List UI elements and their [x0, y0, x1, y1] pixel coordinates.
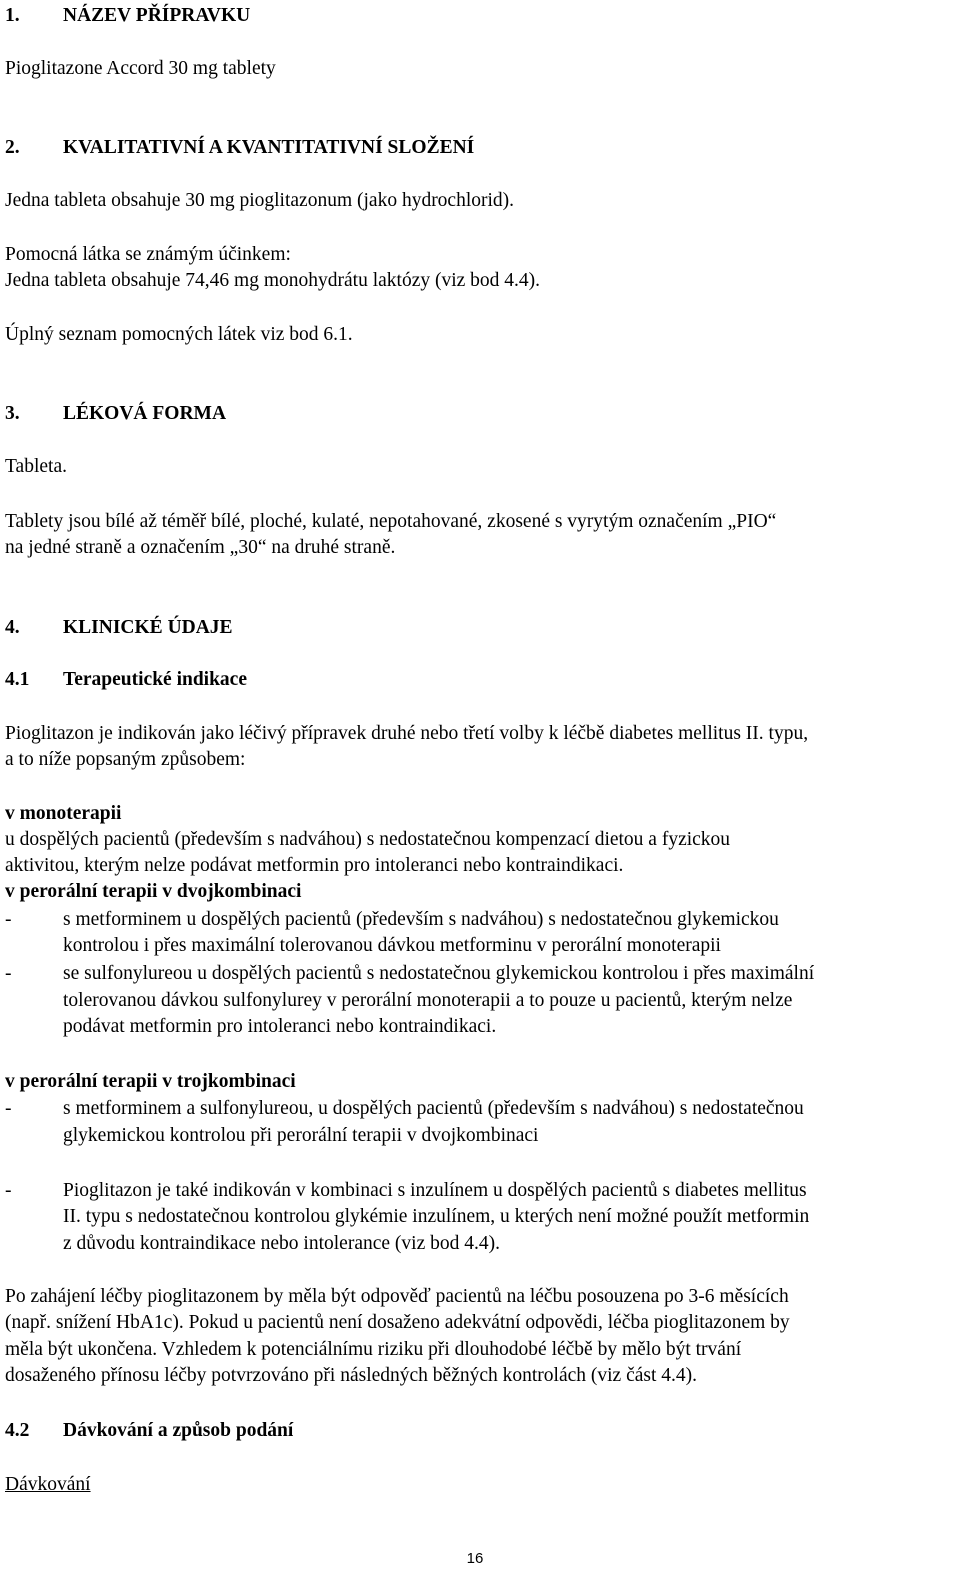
tablet-description-line-1: Tablety jsou bílé až téměř bílé, ploché, kulaté, nepotahované, zkosené s vyrytým označením „PIO“	[5, 511, 777, 532]
assessment-line-3: měla být ukončena. Vzhledem k potenciálnímu riziku při dlouhodobé léčbě by mělo být trvání	[5, 1339, 742, 1360]
dual-therapy-heading: v perorální terapii v dvojkombinaci	[5, 881, 302, 902]
list-dash: -	[5, 963, 12, 984]
product-name: Pioglitazone Accord 30 mg tablety	[5, 58, 276, 79]
indication-intro-line-1: Pioglitazon je indikován jako léčivý přípravek druhé nebo třetí volby k léčbě diabetes mellitus II. typu,	[5, 723, 809, 744]
monotherapy-line-2: aktivitou, kterým nelze podávat metformin pro intoleranci nebo kontraindikaci.	[5, 855, 624, 876]
page-number: 16	[466, 1550, 484, 1567]
excipient-heading: Pomocná látka se známým účinkem:	[5, 244, 291, 265]
dosage-subheading: Dávkování	[5, 1474, 91, 1495]
dual-item-2-line-2: tolerovanou dávkou sulfonylurey v perorální monoterapii a to pouze u pacientů, kterým nelze	[63, 990, 793, 1011]
insulin-item-line-3: z důvodu kontraindikace nebo intolerance (viz bod 4.4).	[63, 1233, 500, 1254]
section-4-number: 4.	[5, 617, 20, 638]
excipient-line: Jedna tableta obsahuje 74,46 mg monohydrátu laktózy (viz bod 4.4).	[5, 270, 541, 291]
list-dash: -	[5, 1180, 12, 1201]
dual-item-1-line-1: s metforminem u dospělých pacientů (především s nadváhou) s nedostatečnou glykemickou	[63, 909, 779, 930]
section-3-title: LÉKOVÁ FORMA	[63, 403, 227, 424]
insulin-item-line-1: Pioglitazon je také indikován v kombinaci s inzulínem u dospělých pacientů s diabetes mellitus	[63, 1180, 807, 1201]
triple-item-1-line-1: s metforminem a sulfonylureou, u dospělých pacientů (především s nadváhou) s nedostatečnou	[63, 1098, 804, 1119]
tablet-description-line-2: na jedné straně a označením „30“ na druhé straně.	[5, 537, 396, 558]
section-2-number: 2.	[5, 137, 20, 158]
monotherapy-heading: v monoterapii	[5, 803, 122, 824]
list-dash: -	[5, 909, 12, 930]
excipient-list-ref: Úplný seznam pomocných látek viz bod 6.1.	[5, 324, 353, 345]
dosage-form: Tableta.	[5, 456, 67, 477]
section-3-number: 3.	[5, 403, 20, 424]
dual-item-2-line-3: podávat metformin pro intoleranci nebo kontraindikaci.	[63, 1016, 497, 1037]
composition-line: Jedna tableta obsahuje 30 mg pioglitazonum (jako hydrochlorid).	[5, 190, 515, 211]
insulin-item-line-2: II. typu s nedostatečnou kontrolou glykémie inzulínem, u kterých není možné použít metformin	[63, 1206, 810, 1227]
section-4-2-title: Dávkování a způsob podání	[63, 1420, 294, 1441]
dual-item-2-line-1: se sulfonylureou u dospělých pacientů s nedostatečnou glykemickou kontrolou i přes maximální	[63, 963, 815, 984]
indication-intro-line-2: a to níže popsaným způsobem:	[5, 749, 246, 770]
section-4-1-number: 4.1	[5, 669, 30, 690]
monotherapy-line-1: u dospělých pacientů (především s nadváhou) s nedostatečnou kompenzací dietou a fyzickou	[5, 829, 731, 850]
section-2-title: KVALITATIVNÍ A KVANTITATIVNÍ SLOŽENÍ	[63, 137, 475, 158]
assessment-line-1: Po zahájení léčby pioglitazonem by měla být odpověď pacientů na léčbu posouzena po 3-6 měsících	[5, 1286, 789, 1307]
section-4-2-number: 4.2	[5, 1420, 30, 1441]
section-4-1-title: Terapeutické indikace	[63, 669, 247, 690]
section-4-title: KLINICKÉ ÚDAJE	[63, 617, 233, 638]
section-1-number: 1.	[5, 5, 20, 26]
triple-item-1-line-2: glykemickou kontrolou při perorální terapii v dvojkombinaci	[63, 1125, 539, 1146]
triple-therapy-heading: v perorální terapii v trojkombinaci	[5, 1071, 296, 1092]
dual-item-1-line-2: kontrolou i přes maximální tolerovanou dávkou metforminu v perorální monoterapii	[63, 935, 721, 956]
section-1-title: NÁZEV PŘÍPRAVKU	[63, 5, 251, 26]
assessment-line-2: (např. snížení HbA1c). Pokud u pacientů není dosaženo adekvátní odpovědi, léčba pioglitazonem by	[5, 1312, 790, 1333]
assessment-line-4: dosaženého přínosu léčby potvrzováno při následných běžných kontrolách (viz část 4.4).	[5, 1365, 698, 1386]
list-dash: -	[5, 1098, 12, 1119]
